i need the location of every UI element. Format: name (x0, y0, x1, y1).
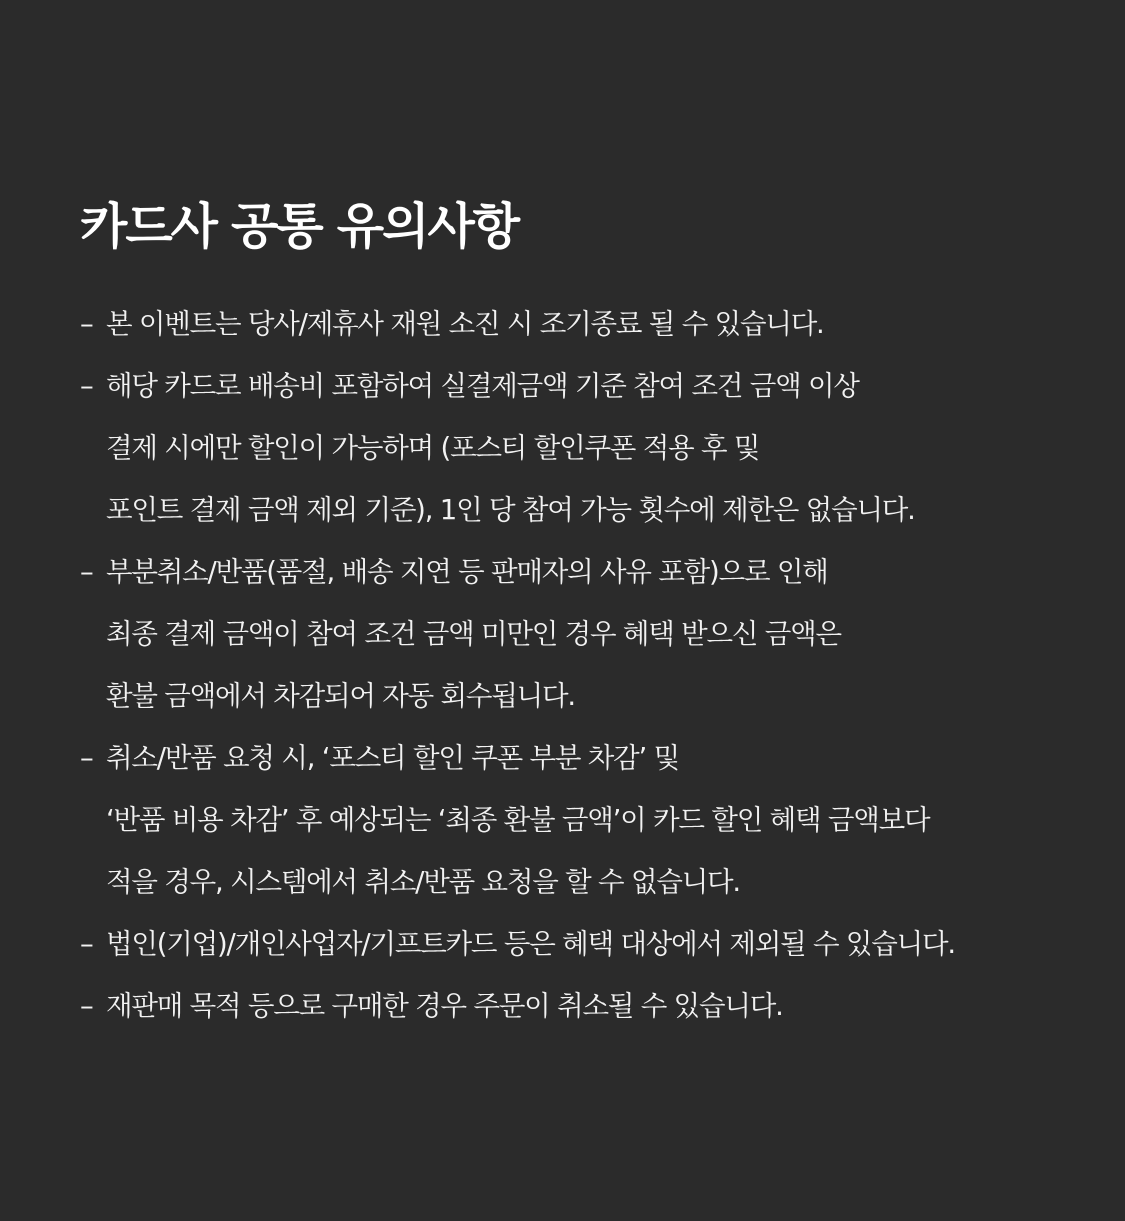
notice-line: ‘반품 비용 차감’ 후 예상되는 ‘최종 환불 금액’이 카드 할인 혜택 금액보다 (106, 804, 930, 836)
dash-bullet: – (80, 928, 93, 960)
dash-bullet: – (80, 990, 93, 1022)
notice-item (80, 975, 1065, 1037)
dash-bullet: – (80, 370, 93, 402)
notice-item (80, 293, 1065, 355)
notice-line: 해당 카드로 배송비 포함하여 실결제금액 기준 참여 조건 금액 이상 (106, 370, 859, 402)
notice-line: 포인트 결제 금액 제외 기준), 1인 당 참여 가능 횟수에 제한은 없습니다. (106, 494, 915, 526)
notice-item (80, 727, 1065, 913)
notice-line: 취소/반품 요청 시, ‘포스티 할인 쿠폰 부분 차감’ 및 (106, 742, 679, 774)
notice-item (80, 355, 1065, 541)
notice-item (80, 913, 1065, 975)
notice-line: 법인(기업)/개인사업자/기프트카드 등은 혜택 대상에서 제외될 수 있습니다. (106, 928, 955, 960)
notice-line: 적을 경우, 시스템에서 취소/반품 요청을 할 수 없습니다. (106, 866, 740, 898)
dash-bullet: – (80, 308, 93, 340)
notice-line: 결제 시에만 할인이 가능하며 (포스티 할인쿠폰 적용 후 및 (106, 432, 760, 464)
dash-bullet: – (80, 556, 93, 588)
notice-line: 환불 금액에서 차감되어 자동 회수됩니다. (106, 680, 575, 712)
notice-list (80, 293, 1065, 1037)
notice-line: 본 이벤트는 당사/제휴사 재원 소진 시 조기종료 될 수 있습니다. (106, 308, 824, 340)
dash-bullet: – (80, 742, 93, 774)
notice-line: 재판매 목적 등으로 구매한 경우 주문이 취소될 수 있습니다. (106, 990, 783, 1022)
notice-title: 카드사 공통 유의사항 (80, 198, 519, 255)
notice-line: 부분취소/반품(품절, 배송 지연 등 판매자의 사유 포함)으로 인해 (106, 556, 828, 588)
notice-line: 최종 결제 금액이 참여 조건 금액 미만인 경우 혜택 받으신 금액은 (106, 618, 841, 650)
notice-item (80, 541, 1065, 727)
